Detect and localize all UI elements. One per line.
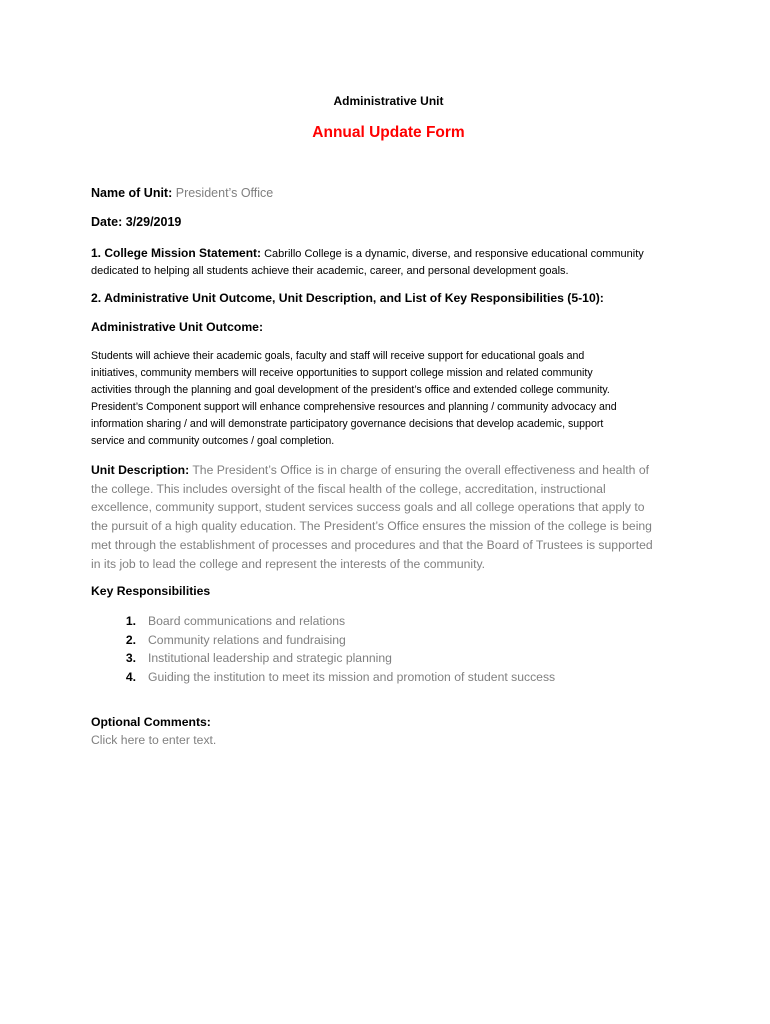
mission-statement xyxy=(91,245,691,280)
list-item-number: 3. xyxy=(125,651,136,666)
mission-label: 1. College Mission Statement: xyxy=(91,246,262,260)
list-item-text: Community relations and fundraising xyxy=(148,632,346,647)
unit-description-line: the pursuit of a high quality education. The President’s Office ensures the mission of the college is being xyxy=(91,519,652,534)
section-2-heading: 2. Administrative Unit Outcome, Unit Description, and List of Key Responsibilities (5-10): xyxy=(91,291,604,305)
unit-description-line: met through the establishment of processes and procedures and that the Board of Trustees is supported xyxy=(91,537,653,552)
form-title: Annual Update Form xyxy=(312,124,465,141)
list-item-text: Institutional leadership and strategic planning xyxy=(148,651,392,666)
key-responsibilities-list xyxy=(91,612,555,687)
unit-description-line: excellence, community support, student services success goals and all college operations that apply to xyxy=(91,500,645,515)
outcome-label: Administrative Unit Outcome: xyxy=(91,320,263,334)
list-item-number: 1. xyxy=(125,614,136,628)
list-item[interactable] xyxy=(91,668,555,687)
outcome-line: President’s Component support will enhance comprehensive resources and planning / community advocacy and xyxy=(91,401,617,413)
outcome-line: information sharing / and will demonstrate participatory governance decisions that develop academic, support xyxy=(91,418,604,430)
date-field xyxy=(91,215,181,229)
key-responsibilities-label: Key Responsibilities xyxy=(91,584,211,598)
unit-name-value[interactable]: President’s Office xyxy=(175,186,274,200)
outcome-text xyxy=(91,348,686,450)
date-value[interactable]: 3/29/2019 xyxy=(125,215,182,229)
unit-name-field xyxy=(91,186,273,200)
list-item-text: Guiding the institution to meet its mission and promotion of student success xyxy=(148,670,556,685)
form-subtitle: Administrative Unit xyxy=(333,94,444,108)
list-item[interactable] xyxy=(91,631,555,650)
unit-description[interactable] xyxy=(91,461,691,573)
unit-description-label: Unit Description: xyxy=(91,463,190,477)
list-item-text: Board communications and relations xyxy=(148,614,346,628)
outcome-line: service and community outcomes / goal completion. xyxy=(91,435,335,447)
date-label: Date: xyxy=(91,215,123,229)
unit-description-line: the college. This includes oversight of the fiscal health of the college, accreditation, instructional xyxy=(91,481,606,496)
outcome-line: Students will achieve their academic goals, faculty and staff will receive support for educational goals and xyxy=(91,350,585,362)
mission-text-line-1: Cabrillo College is a dynamic, diverse, and responsive educational community xyxy=(264,248,644,260)
list-item-number: 4. xyxy=(125,670,136,685)
mission-text-line-2: dedicated to helping all students achieve their academic, career, and personal development goals. xyxy=(91,265,569,277)
optional-comments-field[interactable]: Click here to enter text. xyxy=(91,733,217,747)
outcome-line: activities through the planning and goal development of the president’s office and extended college community. xyxy=(91,384,610,396)
outcome-line: initiatives, community members will receive opportunities to support college mission and related community xyxy=(91,367,593,379)
unit-description-line: in its job to lead the college and represent the interests of the community. xyxy=(91,556,486,571)
list-item[interactable] xyxy=(91,649,555,668)
list-item-number: 2. xyxy=(125,632,136,647)
unit-name-label: Name of Unit: xyxy=(91,186,173,200)
unit-description-line: The President’s Office is in charge of ensuring the overall effectiveness and health of xyxy=(192,463,649,477)
list-item[interactable] xyxy=(91,612,555,631)
optional-comments-label: Optional Comments: xyxy=(91,715,211,729)
